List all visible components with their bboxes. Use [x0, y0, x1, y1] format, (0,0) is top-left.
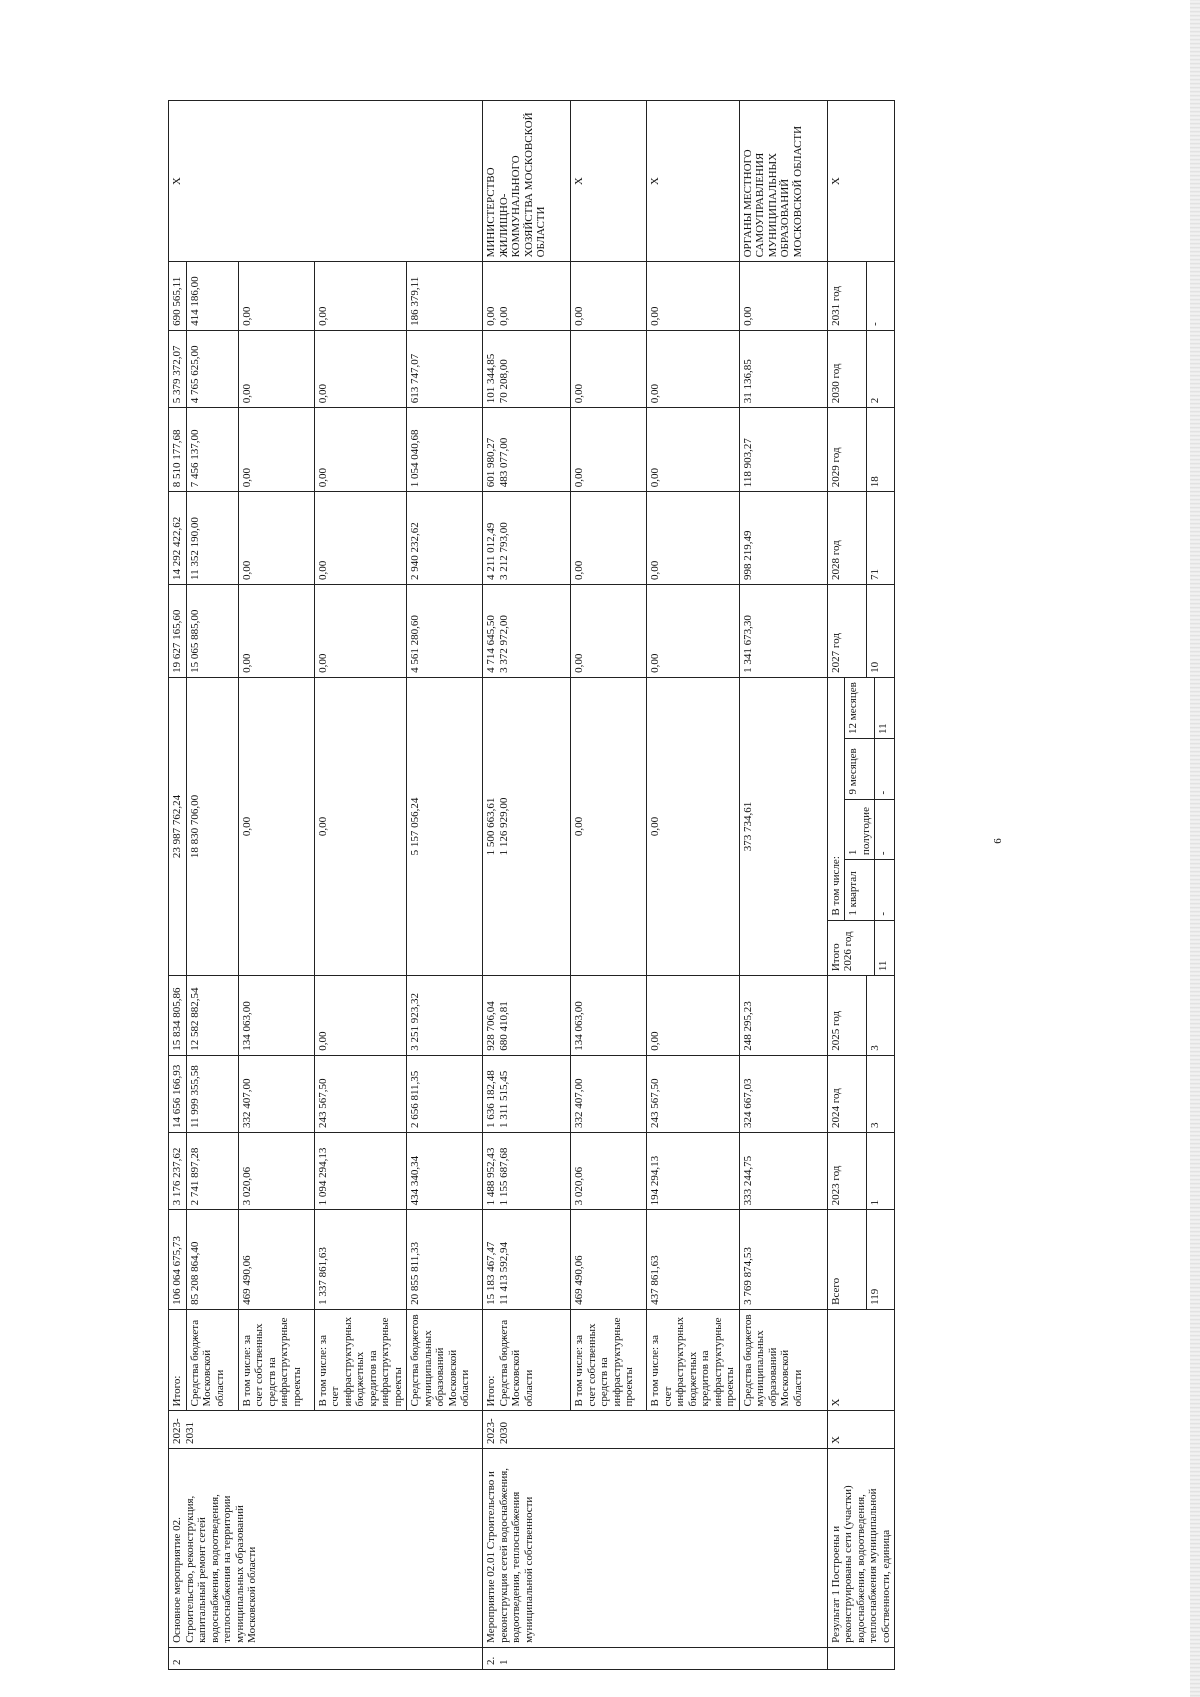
- value-2027: 0,00: [238, 585, 314, 678]
- value-2024: 324 667,03: [739, 1055, 827, 1132]
- result-2024-cell: [827, 1055, 895, 1132]
- result-header-m9: 9 месяцев: [845, 738, 875, 799]
- source-label: Средства бюджета Московской области: [186, 1309, 238, 1411]
- scan-edge: [1190, 0, 1200, 1697]
- value-2024: 243 567,50: [647, 1055, 740, 1132]
- result-2028-cell: [827, 492, 895, 585]
- value-2031: 0,00: [571, 262, 647, 331]
- value-a: 4 211 012,49: [485, 522, 497, 581]
- value-total: [483, 1210, 571, 1309]
- result-value-m9: -: [875, 738, 894, 799]
- value-b: 483 077,00: [497, 437, 510, 488]
- value-total: 1 337 861,63: [314, 1210, 407, 1309]
- result-header-2028: 2028 год: [828, 492, 867, 584]
- activity-years: 2023-2031: [169, 1411, 483, 1449]
- source-label: Средства бюджетов муниципальных образований Московской области: [739, 1309, 827, 1411]
- value-2028: 11 352 190,00: [186, 492, 238, 585]
- result-2030-cell: [827, 330, 895, 407]
- result-value-total: 119: [868, 1288, 881, 1305]
- result-2027-cell: [827, 585, 895, 678]
- value-2028: 0,00: [647, 492, 740, 585]
- result-header-2025: 2025 год: [828, 976, 867, 1055]
- source-label: Средства бюджетов муниципальных образований Московской области: [407, 1309, 483, 1411]
- value-2028: 0,00: [571, 492, 647, 585]
- source-label: В том числе: за счет инфраструктурных бюджетных кредитов на инфраструктурные проекты: [314, 1309, 407, 1411]
- source-label-mo: Средства бюджета Московской области: [497, 1319, 535, 1407]
- result-2026-subtable: [828, 678, 894, 975]
- result-2031-cell: [827, 262, 895, 331]
- value-2024: 243 567,50: [314, 1055, 407, 1132]
- value-b: 1 126 929,00: [497, 797, 510, 856]
- result-executor: X: [827, 101, 895, 262]
- result-2025-cell: [827, 976, 895, 1056]
- value-2025: 15 834 805,86: [169, 976, 187, 1056]
- row-number: 2.1: [483, 1647, 828, 1669]
- value-a: 1 488 952,43: [485, 1147, 497, 1206]
- result-header-2026: Итого 2026 год: [828, 920, 875, 975]
- result-value-m12: 11: [875, 678, 894, 739]
- value-total: 20 855 811,33: [407, 1210, 483, 1309]
- value-2031: 690 565,11: [169, 262, 187, 331]
- result-header-2024: 2024 год: [828, 1056, 867, 1132]
- result-value-q1: -: [875, 860, 894, 921]
- value-2030: 0,00: [647, 330, 740, 407]
- value-b: 70 208,00: [497, 359, 510, 404]
- value-2026: 0,00: [647, 677, 740, 975]
- value-2025: 12 582 882,54: [186, 976, 238, 1056]
- value-2026: 0,00: [571, 677, 647, 975]
- value-a: 101 344,85: [485, 353, 497, 404]
- value-2025: 0,00: [314, 976, 407, 1056]
- value-2031: 0,00: [238, 262, 314, 331]
- value-2023: 434 340,34: [407, 1133, 483, 1210]
- value-2027: 0,00: [571, 585, 647, 678]
- value-2026: 373 734,61: [739, 677, 827, 975]
- value-a: 0,00: [485, 306, 497, 326]
- source-label: В том числе: за счет инфраструктурных бюджетных кредитов на инфраструктурные проекты: [647, 1309, 740, 1411]
- value-2026: 0,00: [314, 677, 407, 975]
- value-2030: [483, 330, 571, 407]
- value-2026: 0,00: [238, 677, 314, 975]
- executor-ministry: МИНИСТЕРСТВО ЖИЛИЩНО-КОММУНАЛЬНОГО ХОЗЯЙСТВА МОСКОВСКОЙ ОБЛАСТИ: [483, 101, 571, 262]
- result-header-2023: 2023 год: [828, 1133, 867, 1209]
- value-2024: 2 656 811,35: [407, 1055, 483, 1132]
- value-2027: 0,00: [647, 585, 740, 678]
- value-2027: 19 627 165,60: [169, 585, 187, 678]
- value-2028: 998 219,49: [739, 492, 827, 585]
- value-2023: 2 741 897,28: [186, 1133, 238, 1210]
- value-2029: 1 054 040,68: [407, 408, 483, 492]
- value-2024: [483, 1055, 571, 1132]
- value-total: 469 490,06: [238, 1210, 314, 1309]
- executor: X: [169, 101, 483, 262]
- value-2028: 2 940 232,62: [407, 492, 483, 585]
- value-2024: 11 999 355,58: [186, 1055, 238, 1132]
- row-number: 2: [169, 1647, 483, 1669]
- value-2027: 0,00: [314, 585, 407, 678]
- source-label: Итого:: [169, 1309, 187, 1411]
- result-value-2030: 2: [868, 397, 881, 404]
- activity-name: Мероприятие 02.01 Строительство и реконструкция сетей водоснабжения, водоотведения, теплоснабжения муниципальной собственности: [483, 1449, 828, 1648]
- result-2026-cell: [827, 677, 895, 975]
- value-b: 3 372 972,00: [497, 615, 510, 673]
- value-2025: 134 063,00: [571, 976, 647, 1056]
- value-2026: 18 830 706,00: [186, 677, 238, 975]
- value-2028: 14 292 422,62: [169, 492, 187, 585]
- result-header-q1: 1 квартал: [845, 860, 875, 921]
- value-2026: 23 987 762,24: [169, 677, 187, 975]
- value-2029: 0,00: [314, 408, 407, 492]
- row-number-empty: [827, 1647, 895, 1669]
- value-2023: 3 020,06: [571, 1133, 647, 1210]
- value-2031: 414 186,00: [186, 262, 238, 331]
- value-2025: 3 251 923,32: [407, 976, 483, 1056]
- result-2023-cell: [827, 1133, 895, 1210]
- result-header-m12: 12 месяцев: [845, 678, 875, 739]
- value-2029: 8 510 177,68: [169, 408, 187, 492]
- value-2030: 4 765 625,00: [186, 330, 238, 407]
- value-b: 1 155 687,68: [497, 1147, 510, 1206]
- value-2030: 0,00: [571, 330, 647, 407]
- value-2031: 0,00: [647, 262, 740, 331]
- value-b: 680 410,81: [497, 1001, 510, 1051]
- value-2028: [483, 492, 571, 585]
- result-value-2023: 1: [868, 1199, 881, 1206]
- value-a: 15 183 467,47: [485, 1241, 497, 1305]
- value-2023: 3 176 237,62: [169, 1133, 187, 1210]
- value-2029: 0,00: [571, 408, 647, 492]
- value-2031: 186 379,11: [407, 262, 483, 331]
- value-a: 1 636 182,48: [485, 1070, 497, 1129]
- value-total: 85 208 864,40: [186, 1210, 238, 1309]
- value-2031: 0,00: [739, 262, 827, 331]
- value-2025: 248 295,23: [739, 976, 827, 1056]
- value-2027: 1 341 673,30: [739, 585, 827, 678]
- source-label: В том числе: за счет собственных средств на инфраструктурные проекты: [238, 1309, 314, 1411]
- value-2031: [483, 262, 571, 331]
- value-2025: [483, 976, 571, 1056]
- value-b: 1 311 515,45: [497, 1070, 510, 1129]
- result-header-2030: 2030 год: [828, 331, 867, 407]
- result-value-2024: 3: [868, 1122, 881, 1129]
- value-2024: 332 407,00: [571, 1055, 647, 1132]
- value-2029: 0,00: [647, 408, 740, 492]
- value-2028: 0,00: [238, 492, 314, 585]
- value-2026: 5 157 056,24: [407, 677, 483, 975]
- result-header-2031: 2031 год: [828, 262, 867, 330]
- value-a: 1 500 663,61: [485, 797, 497, 856]
- result-value-2029: 18: [868, 476, 881, 488]
- value-2023: 333 244,75: [739, 1133, 827, 1210]
- value-2029: [483, 408, 571, 492]
- value-a: 4 714 645,50: [485, 615, 497, 673]
- result-value-2025: 3: [868, 1045, 881, 1051]
- value-2025: 0,00: [647, 976, 740, 1056]
- result-header-h1: 1 полугодие: [845, 799, 875, 860]
- value-b: 0,00: [497, 306, 510, 326]
- rotated-table-sheet: [168, 100, 948, 1670]
- value-2030: 5 379 372,07: [169, 330, 187, 407]
- value-total: 469 490,06: [571, 1210, 647, 1309]
- value-2024: 14 656 166,93: [169, 1055, 187, 1132]
- value-2023: 1 094 294,13: [314, 1133, 407, 1210]
- value-2028: 0,00: [314, 492, 407, 585]
- value-2023: [483, 1133, 571, 1210]
- value-total: 437 861,63: [647, 1210, 740, 1309]
- value-2029: 0,00: [238, 408, 314, 492]
- value-2029: 7 456 137,00: [186, 408, 238, 492]
- result-value-h1: -: [875, 799, 894, 860]
- result-name: Результат 1 Построены и реконструированы сети (участки) водоснабжения, водоотведения, теплоснабжения муниципальной собственности, единица: [827, 1449, 895, 1648]
- value-2027: 4 561 280,60: [407, 585, 483, 678]
- executor-x: X: [647, 101, 740, 262]
- source-label-total: Итого:: [485, 1375, 497, 1407]
- value-2026: [483, 677, 571, 975]
- result-header-2029: 2029 год: [828, 408, 867, 491]
- value-a: 928 706,04: [485, 1001, 497, 1051]
- activity-years: 2023-2030: [483, 1411, 828, 1449]
- executor-x: X: [571, 101, 647, 262]
- value-2023: 3 020,06: [238, 1133, 314, 1210]
- value-2027: 15 065 885,00: [186, 585, 238, 678]
- executor-local: ОРГАНЫ МЕСТНОГО САМОУПРАВЛЕНИЯ МУНИЦИПАЛЬНЫХ ОБРАЗОВАНИЙ МОСКОВСКОЙ ОБЛАСТИ: [739, 101, 827, 262]
- value-2025: 134 063,00: [238, 976, 314, 1056]
- value-2030: 613 747,07: [407, 330, 483, 407]
- value-2029: 118 903,27: [739, 408, 827, 492]
- result-years: X: [827, 1411, 895, 1449]
- result-value-2026: 11: [875, 920, 894, 975]
- result-value-2028: 71: [868, 569, 881, 581]
- result-header-2027: 2027 год: [828, 585, 867, 677]
- result-value-2027: 10: [868, 661, 881, 673]
- value-a: 601 980,27: [485, 437, 497, 488]
- result-source: X: [827, 1309, 895, 1411]
- value-b: 3 212 793,00: [497, 522, 510, 581]
- result-value-2031: -: [868, 322, 881, 326]
- value-total: 106 064 675,73: [169, 1210, 187, 1309]
- source-label: [483, 1309, 571, 1411]
- source-label: В том числе: за счет собственных средств на инфраструктурные проекты: [571, 1309, 647, 1411]
- result-2029-cell: [827, 408, 895, 492]
- value-2031: 0,00: [314, 262, 407, 331]
- page-number: 6: [991, 838, 1004, 844]
- result-header-in-number: В том числе:: [828, 678, 845, 920]
- budget-table: [168, 100, 895, 1670]
- value-2027: [483, 585, 571, 678]
- value-2023: 194 294,13: [647, 1133, 740, 1210]
- activity-name: Основное мероприятие 02. Строительство, реконструкция, капитальный ремонт сетей водоснабжения, водоотведения, теплоснабжения на территории муниципальных образований Московской области: [169, 1449, 483, 1648]
- value-2030: 0,00: [314, 330, 407, 407]
- value-total: 3 769 874,53: [739, 1210, 827, 1309]
- result-header-total: Всего: [828, 1210, 867, 1308]
- result-total-cell: [827, 1210, 895, 1309]
- value-2030: 0,00: [238, 330, 314, 407]
- value-b: 11 413 592,94: [497, 1241, 510, 1305]
- value-2030: 31 136,85: [739, 330, 827, 407]
- value-2024: 332 407,00: [238, 1055, 314, 1132]
